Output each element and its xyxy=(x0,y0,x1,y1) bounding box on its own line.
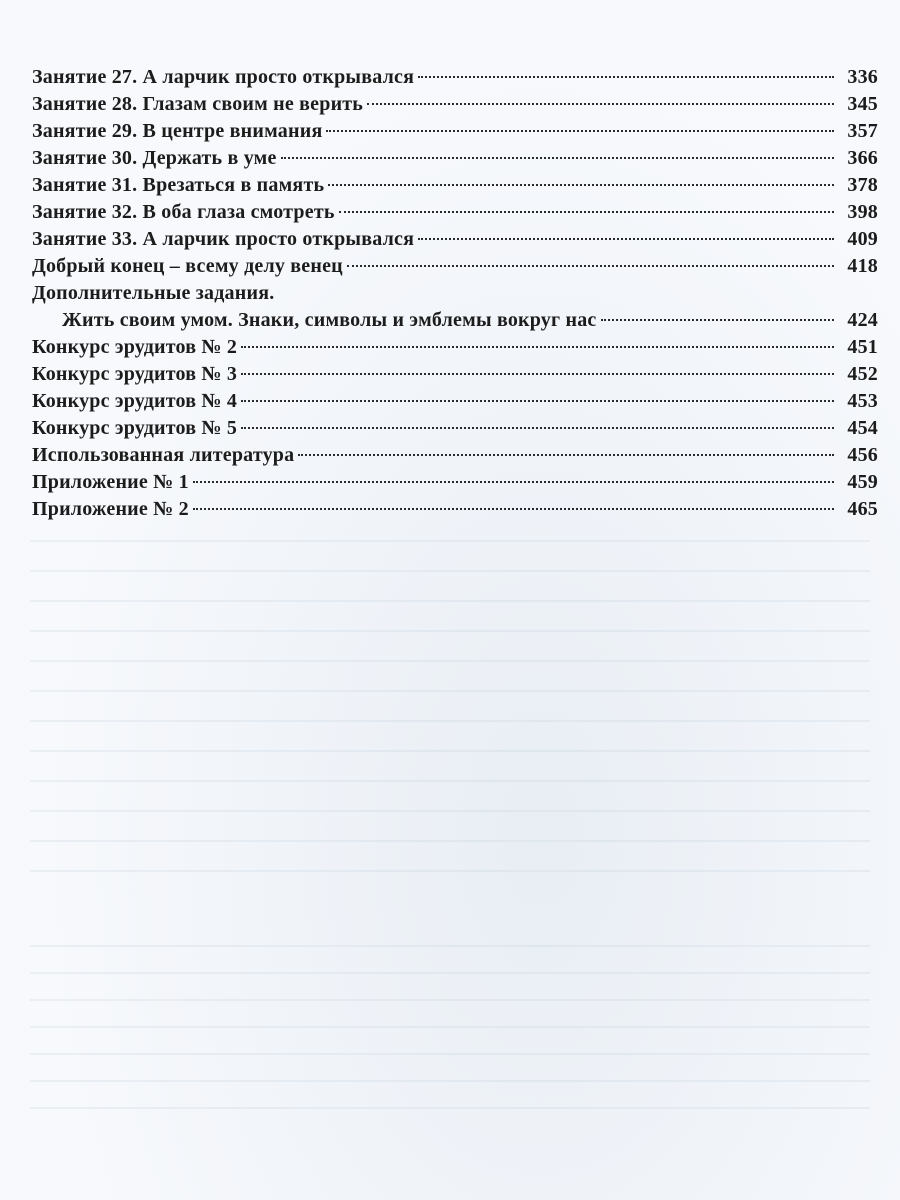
toc-entry xyxy=(32,228,878,255)
toc-entry-title: Занятие 29. В центре внимания xyxy=(32,120,323,142)
show-through-line xyxy=(30,720,870,722)
toc-entry xyxy=(32,417,878,444)
show-through-line xyxy=(30,972,870,974)
toc-entry-title: Приложение № 2 xyxy=(32,498,189,520)
dot-leader xyxy=(601,319,835,321)
show-through-line xyxy=(30,810,870,812)
show-through-line xyxy=(30,1026,870,1028)
show-through-line xyxy=(30,999,870,1001)
toc-entry-page: 451 xyxy=(847,336,878,358)
toc-entry-title: Занятие 32. В оба глаза смотреть xyxy=(32,201,335,223)
toc-entry-title: Занятие 28. Глазам своим не верить xyxy=(32,93,364,115)
show-through-line xyxy=(30,1080,870,1082)
table-of-contents xyxy=(32,66,878,525)
toc-entry-title: Занятие 27. А ларчик просто открывался xyxy=(32,66,415,88)
toc-entry-page: 424 xyxy=(847,309,878,331)
show-through-line xyxy=(30,630,870,632)
show-through-line xyxy=(30,780,870,782)
toc-entry xyxy=(32,93,878,120)
toc-entry-title: Конкурс эрудитов № 2 xyxy=(32,336,238,358)
toc-entry xyxy=(32,201,878,228)
toc-entry-page: 459 xyxy=(847,471,878,493)
dot-leader xyxy=(339,211,834,213)
dot-leader xyxy=(298,454,834,456)
toc-section-title: Дополнительные задания. xyxy=(32,282,275,304)
show-through-line xyxy=(30,870,870,872)
dot-leader xyxy=(418,76,834,78)
show-through-line xyxy=(30,1107,870,1109)
toc-entry-page: 378 xyxy=(847,174,878,196)
toc-entry-page: 456 xyxy=(847,444,878,466)
show-through-line xyxy=(30,1053,870,1055)
dot-leader xyxy=(241,400,834,402)
dot-leader xyxy=(193,508,834,510)
toc-entry-title: Занятие 31. Врезаться в память xyxy=(32,174,325,196)
toc-entry xyxy=(32,66,878,93)
show-through-line xyxy=(30,750,870,752)
toc-entry xyxy=(32,336,878,363)
show-through-line xyxy=(30,570,870,572)
dot-leader xyxy=(241,346,834,348)
toc-entry xyxy=(32,255,878,282)
toc-entry-title: Конкурс эрудитов № 3 xyxy=(32,363,238,385)
dot-leader xyxy=(281,157,834,159)
toc-entry-title: Добрый конец – всему делу венец xyxy=(32,255,343,277)
dot-leader xyxy=(193,481,834,483)
dot-leader xyxy=(347,265,834,267)
dot-leader xyxy=(328,184,834,186)
toc-entry-title: Конкурс эрудитов № 5 xyxy=(32,417,238,439)
show-through-line xyxy=(30,600,870,602)
toc-entry xyxy=(32,471,878,498)
show-through-line xyxy=(30,840,870,842)
toc-entry-page: 357 xyxy=(847,120,878,142)
show-through-line xyxy=(30,945,870,947)
toc-entry-page: 409 xyxy=(847,228,878,250)
toc-entry xyxy=(32,147,878,174)
toc-entry xyxy=(32,444,878,471)
toc-section-heading xyxy=(32,282,878,309)
dot-leader xyxy=(241,373,834,375)
toc-entry-page: 345 xyxy=(847,93,878,115)
toc-entry xyxy=(32,120,878,147)
dot-leader xyxy=(241,427,834,429)
toc-entry-title: Приложение № 1 xyxy=(32,471,189,493)
toc-entry-page: 453 xyxy=(847,390,878,412)
toc-entry-title: Занятие 30. Держать в уме xyxy=(32,147,277,169)
toc-entry-page: 366 xyxy=(847,147,878,169)
show-through-line xyxy=(30,660,870,662)
dot-leader xyxy=(326,130,834,132)
toc-entry-page: 465 xyxy=(847,498,878,520)
toc-entry xyxy=(32,363,878,390)
toc-entry-page: 454 xyxy=(847,417,878,439)
dot-leader xyxy=(418,238,834,240)
toc-entry-page: 418 xyxy=(847,255,878,277)
toc-entry xyxy=(32,174,878,201)
dot-leader xyxy=(367,103,834,105)
show-through-line xyxy=(30,690,870,692)
toc-entry xyxy=(32,498,878,525)
toc-entry-title: Жить своим умом. Знаки, символы и эмблемы вокруг нас xyxy=(62,309,597,331)
toc-entry-page: 336 xyxy=(847,66,878,88)
toc-entry xyxy=(32,390,878,417)
toc-entry-title: Занятие 33. А ларчик просто открывался xyxy=(32,228,415,250)
toc-entry-title: Конкурс эрудитов № 4 xyxy=(32,390,238,412)
toc-entry-page: 398 xyxy=(847,201,878,223)
toc-entry-title: Использованная литература xyxy=(32,444,295,466)
toc-entry-page: 452 xyxy=(847,363,878,385)
show-through-line xyxy=(30,540,870,542)
toc-entry xyxy=(32,309,878,336)
